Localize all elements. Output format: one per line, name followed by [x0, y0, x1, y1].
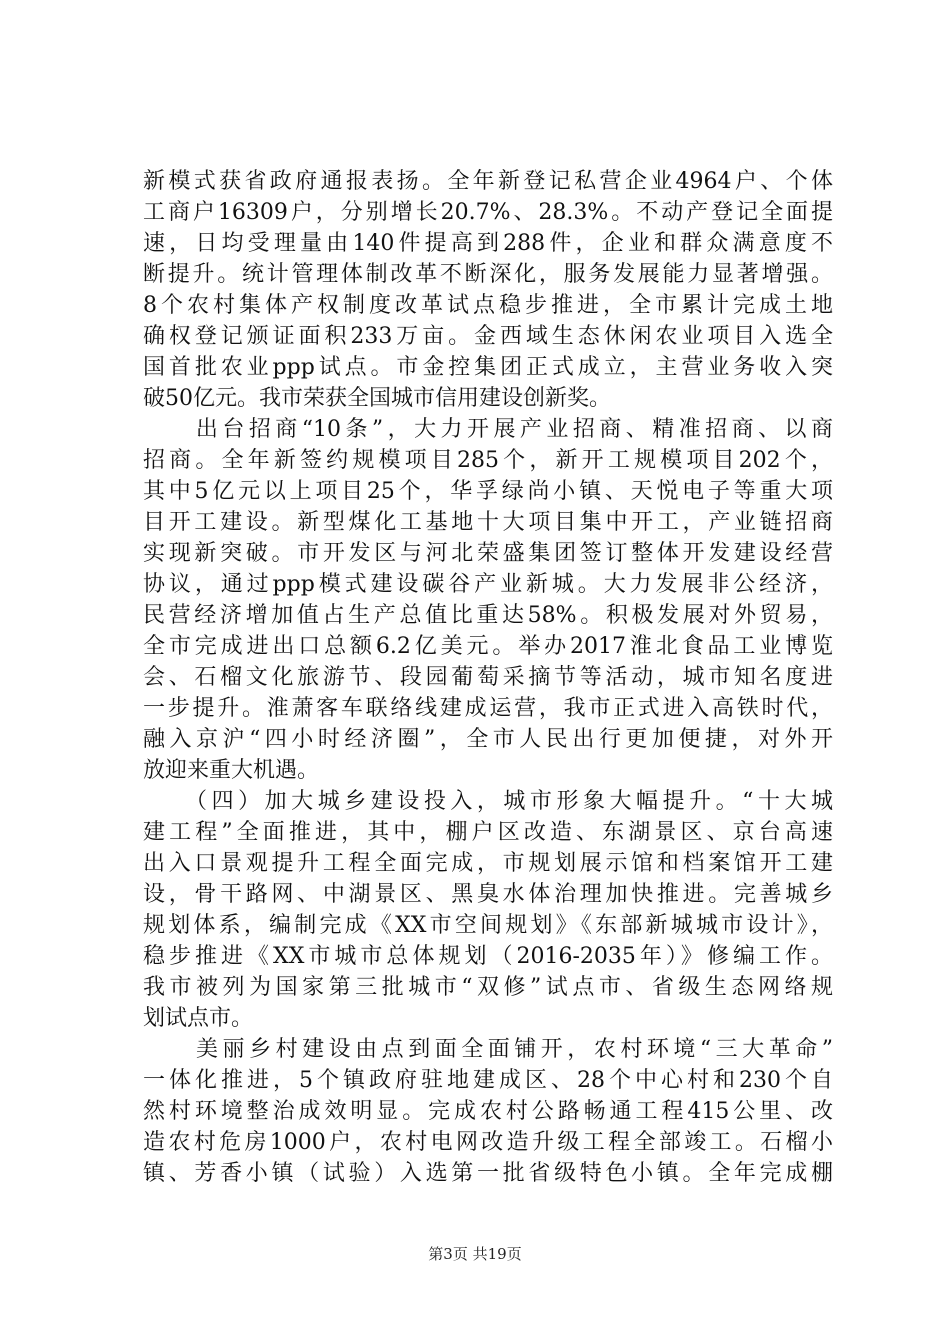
- text-line: 速，日均受理量由140件提高到288件，企业和群众满意度不: [143, 231, 833, 256]
- text-line: 稳步推进《XX市城市总体规划（2016-2035年）》修编工作。: [143, 944, 833, 969]
- text-line: 融入京沪“四小时经济圈”，全市人民出行更加便捷，对外开: [143, 727, 833, 752]
- text-line: 国首批农业ppp试点。市金控集团正式成立，主营业务收入突: [143, 355, 833, 380]
- text-line: 建工程”全面推进，其中，棚户区改造、东湖景区、京台高速: [143, 820, 833, 845]
- text-line: 断提升。统计管理体制改革不断深化，服务发展能力显著增强。: [143, 262, 833, 287]
- text-line: 实现新突破。市开发区与河北荣盛集团签订整体开发建设经营: [143, 541, 833, 566]
- text-line: 放迎来重大机遇。: [143, 758, 320, 783]
- text-line: 其中5亿元以上项目25个，华孚绿尚小镇、天悦电子等重大项: [143, 479, 833, 504]
- text-line: 设，骨干路网、中湖景区、黑臭水体治理加快推进。完善城乡: [143, 882, 833, 907]
- text-line: 8个农村集体产权制度改革试点稳步推进，全市累计完成土地: [143, 293, 833, 318]
- text-line: 会、石榴文化旅游节、段园葡萄采摘节等活动，城市知名度进: [143, 665, 833, 690]
- text-line: 民营经济增加值占生产总值比重达58%。积极发展对外贸易，: [143, 603, 833, 628]
- text-line: 然村环境整治成效明显。完成农村公路畅通工程415公里、改: [143, 1099, 833, 1124]
- text-line: 工商户16309户，分别增长20.7%、28.3%。不动产登记全面提: [143, 200, 833, 225]
- text-line: 造农村危房1000户，农村电网改造升级工程全部竣工。石榴小: [143, 1130, 833, 1155]
- text-line: 全市完成进出口总额6.2亿美元。举办2017淮北食品工业博览: [143, 634, 833, 659]
- body-text: [143, 166, 833, 1189]
- text-line: 招商。全年新签约规模项目285个，新开工规模项目202个，: [143, 448, 833, 473]
- text-line: 新模式获省政府通报表扬。全年新登记私营企业4964户、个体: [143, 169, 833, 194]
- text-line: 确权登记颁证面积233万亩。金西域生态休闲农业项目入选全: [143, 324, 833, 349]
- text-line: 一体化推进，5个镇政府驻地建成区、28个中心村和230个自: [143, 1068, 833, 1093]
- text-line: 划试点市。: [143, 1006, 254, 1031]
- text-line: 镇、芳香小镇（试验）入选第一批省级特色小镇。全年完成棚: [143, 1161, 833, 1186]
- text-line: 破50亿元。我市荣获全国城市信用建设创新奖。: [143, 386, 611, 411]
- text-line: 出入口景观提升工程全面完成，市规划展示馆和档案馆开工建: [143, 851, 833, 876]
- text-line: （四）加大城乡建设投入，城市形象大幅提升。“十大城: [143, 789, 833, 814]
- text-line: 一步提升。淮萧客车联络线建成运营，我市正式进入高铁时代，: [143, 696, 833, 721]
- text-line: 美丽乡村建设由点到面全面铺开，农村环境“三大革命”: [143, 1037, 833, 1062]
- text-line: 规划体系，编制完成《XX市空间规划》《东部新城城市设计》，: [143, 913, 833, 938]
- text-line: 我市被列为国家第三批城市“双修”试点市、省级生态网络规: [143, 975, 833, 1000]
- text-line: 目开工建设。新型煤化工基地十大项目集中开工，产业链招商: [143, 510, 833, 535]
- text-line: 出台招商“10条”，大力开展产业招商、精准招商、以商: [143, 417, 833, 442]
- text-line: 协议，通过ppp模式建设碳谷产业新城。大力发展非公经济，: [143, 572, 833, 597]
- page-footer: 第3页 共19页: [428, 1245, 522, 1263]
